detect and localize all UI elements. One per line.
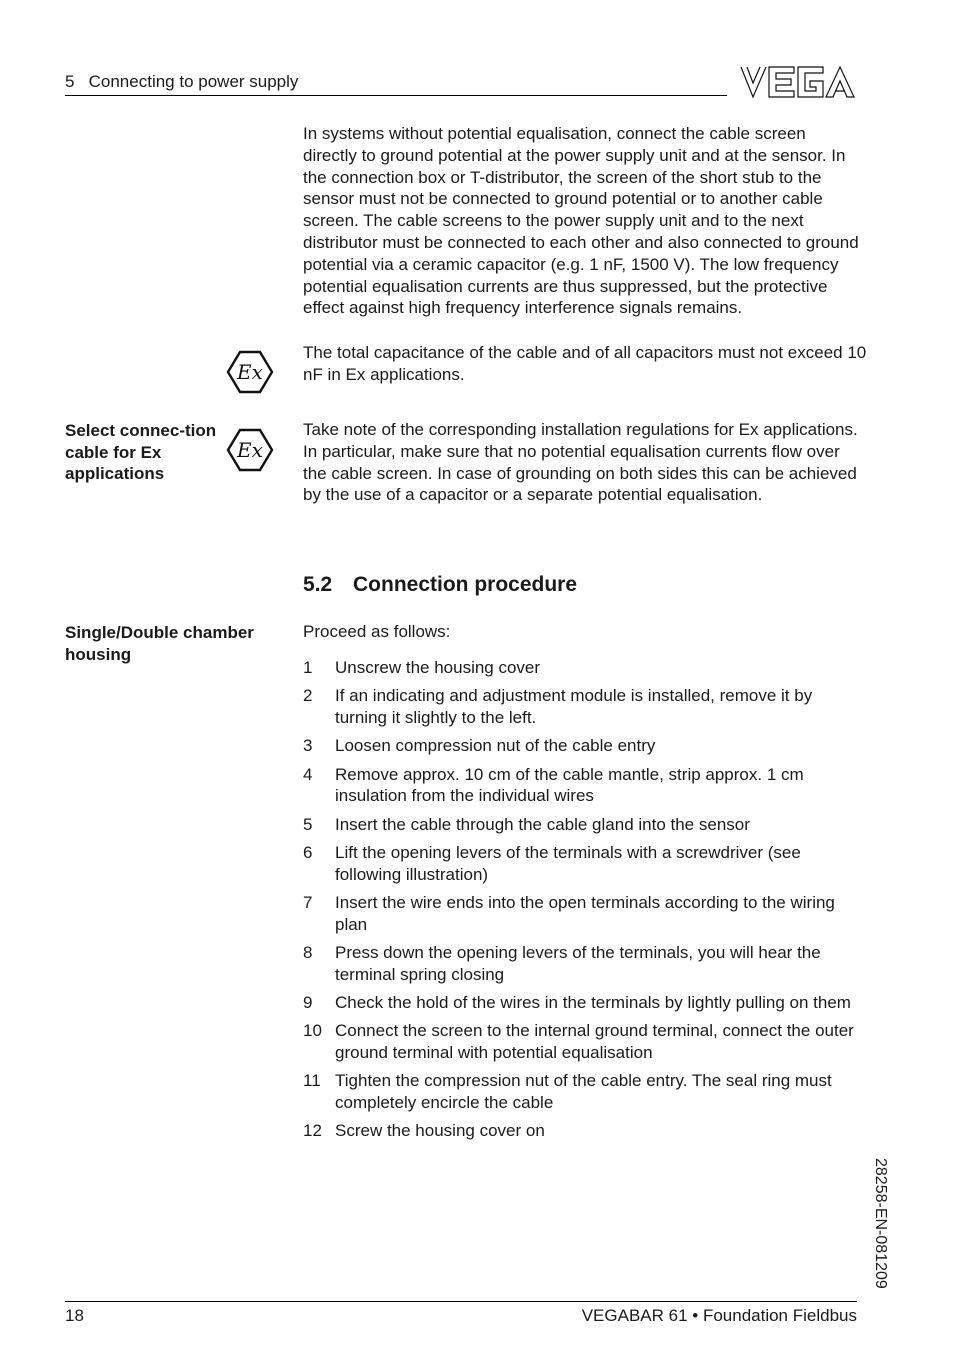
vega-logo: [739, 64, 859, 100]
list-item: [303, 764, 859, 807]
section-heading: [303, 573, 577, 597]
step-number: 9: [303, 993, 313, 1013]
step-number: 4: [303, 764, 313, 784]
step-number: 2: [303, 686, 313, 706]
footer-product-name: VEGABAR 61 • Foundation Fieldbus: [581, 1306, 857, 1325]
list-item: [303, 685, 859, 728]
side-label-ex-cable: Select connec-tion cable for Ex applications: [65, 421, 217, 484]
list-item: [303, 1020, 859, 1063]
step-text: Unscrew the housing cover: [335, 658, 541, 677]
step-number: 8: [303, 943, 313, 963]
step-number: 12: [303, 1121, 322, 1141]
list-item: [303, 814, 859, 836]
step-text: Screw the housing cover on: [335, 1121, 545, 1141]
list-item: [303, 942, 859, 985]
step-text: Check the hold of the wires in the terminals by lightly pulling on them: [335, 993, 851, 1013]
step-number: 7: [303, 893, 313, 913]
list-item: [303, 1120, 859, 1142]
header-rule: [65, 95, 727, 96]
list-item: [303, 1070, 859, 1113]
step-number: 6: [303, 843, 313, 863]
step-number: 11: [303, 1071, 321, 1091]
document-number: 28258-EN-081209: [872, 1158, 889, 1289]
ex-symbol-text: Ex: [237, 360, 263, 384]
step-number: 10: [303, 1021, 322, 1041]
step-text: Connect the screen to the internal ground terminal, connect the outer ground terminal with potential equalisation: [335, 1021, 854, 1063]
ex-protection-icon: [226, 350, 274, 394]
step-text: Lift the opening levers of the terminals with a screwdriver (see following illustration): [335, 843, 801, 884]
step-text: Loosen compression nut of the cable entry: [335, 736, 656, 756]
ex-protection-icon: [226, 428, 274, 472]
step-text: Insert the cable through the cable gland into the sensor: [335, 814, 750, 834]
step-text: If an indicating and adjustment module is installed, remove it by turning it slightly to the left.: [335, 686, 813, 727]
procedure-steps: [303, 657, 859, 1149]
intro-text: Proceed as follows:: [303, 622, 451, 641]
section-number: 5.2: [303, 573, 333, 596]
list-item: [303, 992, 859, 1014]
list-item: [303, 657, 859, 679]
list-item: [303, 842, 859, 885]
step-text: Press down the opening levers of the terminals, you will hear the terminal spring closing: [335, 943, 821, 984]
paragraph-capacitance: The total capacitance of the cable and of all capacitors must not exceed 10 nF in Ex applications.: [303, 343, 867, 384]
step-text: Remove approx. 10 cm of the cable mantle, strip approx. 1 cm insulation from the individual wires: [335, 764, 804, 806]
list-item: [303, 892, 859, 935]
paragraph-ex-regulations: Take note of the corresponding installation regulations for Ex applications. In particular, make sure that no potential equalisation currents flow over the cable screen. In case of grounding on both sides this can be achieved by the use of a capacitor or a separate potential equalisation.: [303, 420, 858, 505]
list-item: [303, 735, 859, 757]
running-header: 5 Connecting to power supply: [65, 72, 299, 91]
step-number: 1: [303, 658, 313, 677]
page-number: 18: [65, 1306, 84, 1325]
section-title: Connection procedure: [353, 573, 578, 596]
step-text: Tighten the compression nut of the cable entry. The seal ring must completely encircle the cable: [335, 1071, 832, 1113]
ex-symbol-text: Ex: [237, 438, 263, 462]
side-label-housing: Single/Double chamber housing: [65, 623, 254, 664]
step-text: Insert the wire ends into the open terminals according to the wiring plan: [335, 893, 835, 934]
footer-rule: [65, 1301, 857, 1302]
paragraph-potential-equalisation: In systems without potential equalisation, connect the cable screen directly to ground potential at the power supply unit and at the sensor. In the connection box or T-distributor, the screen of the short stub to the sensor must not be connected to ground potential or to another cable screen. The cable screens to the power supply unit and to the next distributor must be connected to each other and also connected to ground potential via a ceramic capacitor (e.g. 1 nF, 1500 V). The low frequency potential equalisation currents are thus suppressed, but the protective effect against high frequency interference signals remains.: [303, 124, 859, 318]
step-number: 5: [303, 814, 313, 834]
step-number: 3: [303, 736, 313, 756]
